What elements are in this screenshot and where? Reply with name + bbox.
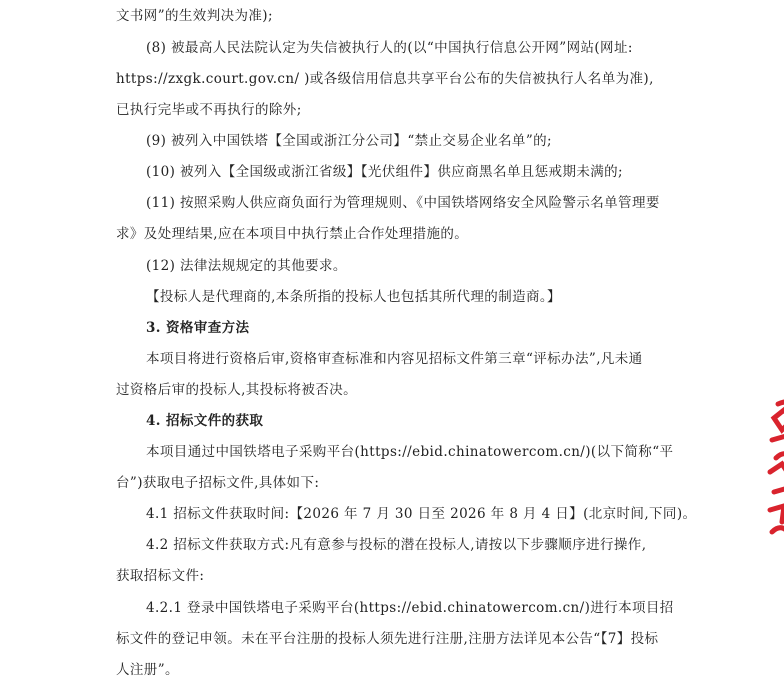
text-line: 过资格后审的投标人,其投标将被否决。: [116, 382, 357, 398]
text-line: (9) 被列入中国铁塔【全国或浙江分公司】“禁止交易企业名单”的;: [146, 133, 552, 149]
text-line: (12) 法律法规规定的其他要求。: [146, 258, 347, 274]
text-line: 4.2 招标文件获取方式:凡有意参与投标的潜在投标人,请按以下步骤顺序进行操作,: [146, 537, 647, 553]
text-line: 求》及处理结果,应在本项目中执行禁止合作处理措施的。: [116, 226, 469, 242]
text-line: 标文件的登记申领。未在平台注册的投标人须先进行注册,注册方法详见本公告“【7】投标: [116, 631, 659, 647]
text-line: 文书网”的生效判决为准);: [116, 8, 273, 24]
text-line: 人注册”。: [116, 662, 179, 678]
text-line: 获取招标文件:: [116, 568, 205, 584]
text-line: 本项目将进行资格后审,资格审查标准和内容见招标文件第三章“评标办法”,凡未通: [146, 351, 643, 367]
section-heading: 3. 资格审查方法: [146, 320, 250, 336]
text-line: https://zxgk.court.gov.cn/ )或各级信用信息共享平台公布的失信被执行人名单为准),: [116, 71, 654, 87]
text-line: 台”)获取电子招标文件,具体如下:: [116, 475, 320, 491]
text-line: 本项目通过中国铁塔电子采购平台(https://ebid.chinatowercom.cn/)(以下简称“平: [146, 444, 674, 460]
text-line: (10) 被列入【全国级或浙江省级】【光伏组件】供应商黑名单且惩戒期未满的;: [146, 164, 624, 180]
red-seal-stamp: [764, 392, 784, 552]
text-line: (8) 被最高人民法院认定为失信被执行人的(以“中国执行信息公开网”网站(网址:: [146, 40, 633, 56]
section-heading: 4. 招标文件的获取: [146, 413, 264, 429]
text-line: (11) 按照采购人供应商负面行为管理规则、《中国铁塔网络安全风险警示名单管理要: [146, 195, 660, 211]
text-line: 4.2.1 登录中国铁塔电子采购平台(https://ebid.chinatowercom.cn/)进行本项目招: [146, 600, 674, 616]
text-line: 【投标人是代理商的,本条所指的投标人也包括其所代理的制造商。】: [146, 289, 561, 305]
text-line: 4.1 招标文件获取时间:【2026 年 7 月 30 日至 2026 年 8 月 4 日】(北京时间,下同)。: [146, 506, 697, 522]
text-line: 已执行完毕或不再执行的除外;: [116, 102, 302, 118]
